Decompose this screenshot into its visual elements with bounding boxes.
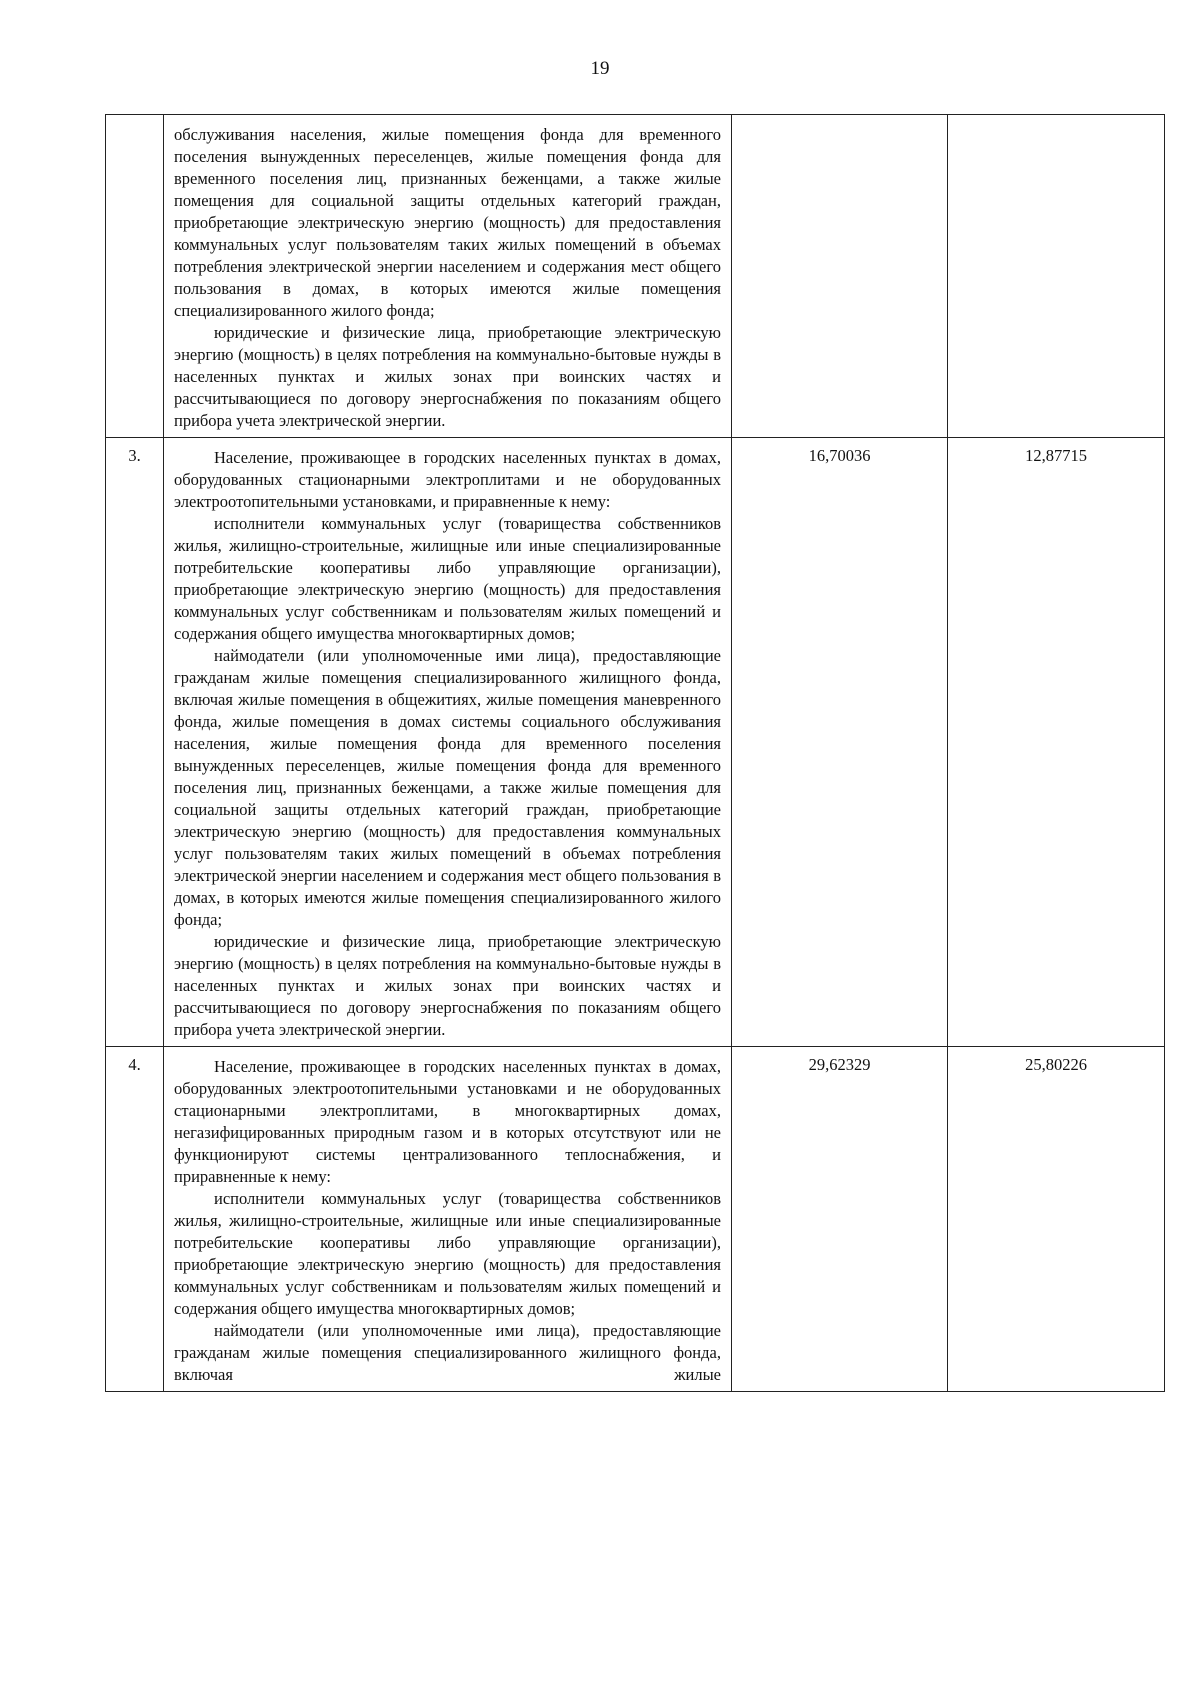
tariff-value-1: 29,62329 [732,1047,948,1392]
tariff-value-2: 25,80226 [948,1047,1165,1392]
row-number [106,115,164,438]
tariff-table [105,114,1165,1392]
description-paragraph: наймодатели (или уполномоченные ими лица), предоставляющие гражданам жилые помещения специализированного жилищного фонда, включая жилые [174,1321,721,1384]
description-paragraph: юридические и физические лица, приобретающие электрическую энергию (мощность) в целях потребления на коммунально-бытовые нужды в населенных пунктах и жилых зонах при воинских частях и рассчитывающиеся по договору энергоснабжения по показаниям общего прибора учета электрической энергии. [174,323,721,430]
description-paragraph: обслуживания населения, жилые помещения фонда для временного поселения вынужденных переселенцев, жилые помещения фонда для временного поселения лиц, признанных беженцами, а также жилые помещения для социальной защиты отдельных категорий граждан, приобретающие электрическую энергию (мощность) для предоставления коммунальных услуг пользователям таких жилых помещений в объемах потребления электрической энергии населением и содержания мест общего пользования в домах, в которых имеются жилые помещения специализированного жилого фонда; [174,125,721,320]
table-row [106,115,1165,438]
table-row [106,1047,1165,1392]
description-paragraph: Население, проживающее в городских населенных пунктах в домах, оборудованных электроотопительными установками и не оборудованных стационарными электроплитами, в многоквартирных домах, негазифицированных природным газом и в которых отсутствуют или не функционируют системы централизованного теплоснабжения, и приравненные к нему: [174,1057,721,1186]
table-row [106,438,1165,1047]
consumer-category-description [164,438,732,1047]
consumer-category-description [164,1047,732,1392]
row-number: 3. [106,438,164,1047]
description-paragraph: наймодатели (или уполномоченные ими лица), предоставляющие гражданам жилые помещения специализированного жилищного фонда, включая жилые помещения в общежитиях, жилые помещения маневренного фонда, жилые помещения в домах системы социального обслуживания населения, жилые помещения фонда для временного поселения вынужденных переселенцев, жилые помещения фонда для временного поселения лиц, признанных беженцами, а также жилые помещения для социальной защиты отдельных категорий граждан, приобретающие электрическую энергию (мощность) для предоставления коммунальных услуг пользователям таких жилых помещений в объемах потребления электрической энергии населением и содержания мест общего пользования в домах, в которых имеются жилые помещения специализированного жилого фонда; [174,646,721,929]
tariff-value-1 [732,115,948,438]
consumer-category-description [164,115,732,438]
tariff-value-2 [948,115,1165,438]
tariff-value-2: 12,87715 [948,438,1165,1047]
page-number: 19 [590,58,610,79]
description-paragraph: исполнители коммунальных услуг (товарищества собственников жилья, жилищно-строительные, жилищные или иные специализированные потребительские кооперативы либо управляющие организации), приобретающие электрическую энергию (мощность) для предоставления коммунальных услуг собственникам и пользователям жилых помещений и содержания общего имущества многоквартирных домов; [174,1189,721,1318]
description-paragraph: юридические и физические лица, приобретающие электрическую энергию (мощность) в целях потребления на коммунально-бытовые нужды в населенных пунктах и жилых зонах при воинских частях и рассчитывающиеся по договору энергоснабжения по показаниям общего прибора учета электрической энергии. [174,932,721,1039]
description-paragraph: исполнители коммунальных услуг (товарищества собственников жилья, жилищно-строительные, жилищные или иные специализированные потребительские кооперативы либо управляющие организации), приобретающие электрическую энергию (мощность) для предоставления коммунальных услуг собственникам и пользователям жилых помещений и содержания общего имущества многоквартирных домов; [174,514,721,643]
tariff-value-1: 16,70036 [732,438,948,1047]
description-paragraph: Население, проживающее в городских населенных пунктах в домах, оборудованных стационарными электроплитами и не оборудованных электроотопительными установками, и приравненные к нему: [174,448,721,511]
row-number: 4. [106,1047,164,1392]
